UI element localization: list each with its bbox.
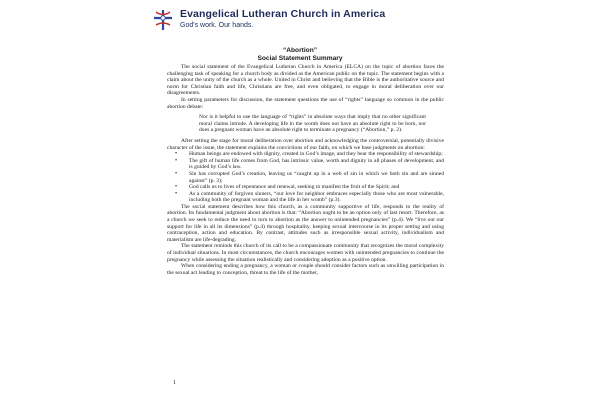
paragraph-intro: The social statement of the Evangelical Lutheran Church in America (ELCA) on the topic of abortion faces the challenging task of speaking for a church body as divided as the American public on the topic. The statement begins with a claim about the unity of the church as a whole. United in Christ and believing that the Bible is the authoritative source and norm for Christian faith and life, Christians are free, and even obligated, to engage in moral deliberation over our disagreements.: [167, 64, 444, 97]
list-item: • As a community of forgiven sinners, “our love for neighbor embraces especially those who are most vulnerable, including both the pregnant woman and the life in her womb” (p.3).: [185, 191, 444, 204]
list-item: • God calls us to lives of repentance and renewal, seeking to manifest the fruit of the Spirit; and: [185, 184, 444, 191]
paragraph-rights-language: In setting parameters for discussion, the statement questions the use of “rights” language so common in the public abortion debate:: [167, 96, 444, 110]
title-line-2: Social Statement Summary: [257, 55, 343, 62]
document-title: [0, 47, 600, 63]
list-item: • Human beings are endowed with dignity, created in God’s image, and they bear the responsibility of stewardship;: [185, 151, 444, 158]
document-body: [167, 64, 444, 276]
list-item: • Sin has corrupted God’s creation, leaving us “caught up in a web of sin in which we both sin and are sinned against” (p. 3);: [185, 171, 444, 184]
elca-header: [152, 8, 385, 31]
paragraph-community-response: The social statement describes how this church, as a community supportive of life, responds to the reality of abortion. Its fundamental judgment about abortion is that: “Abortion ought to be an option only of last resort. Therefore, as a church we seek to reduce the need to turn to abortion as the answer to unintended pregnancies” (p.4). We “live out our support for life in all its dimensions” (p.4) through hospitality, keeping sexual intercourse in its proper setting and using contraception, action and education. By contrast, attitudes such as irresponsible sexual activity, individualism and materialism are life-degrading.: [167, 203, 444, 243]
paragraph-considering-ending: When considering ending a pregnancy, a woman or couple should consider factors such as unwilling participation in the sexual act leading to conception, threat to the life of the mother,: [167, 263, 444, 276]
elca-cross-logo-icon: [152, 9, 174, 31]
organization-name: Evangelical Lutheran Church in America: [180, 8, 386, 20]
convictions-list: [167, 151, 444, 204]
list-item: • The gift of human life comes from God, has intrinsic value, worth and dignity in all phases of development, and is guided by God’s law.: [185, 158, 444, 171]
paragraph-compassionate-community: The statement reminds this church of its call to be a compassionate community that recognizes the moral complexity of individual situations. In most circumstances, the church encourages women with unintended pregnancies to continue the pregnancy while assessing the situation realistically and considering adoption as a positive option.: [167, 243, 444, 263]
title-line-1: “Abortion”: [282, 47, 318, 54]
page-number: 1: [173, 380, 176, 386]
organization-tagline: God's work. Our hands.: [180, 22, 254, 29]
block-quote: Nor is it helpful to use the language of “rights” in absolute ways that imply that no other significant moral claims intrude. A developing life in the womb does not have an absolute right to be born, nor does a pregnant woman have an absolute right to terminate a pregnancy (“Abortion,” p. 2).: [199, 114, 426, 134]
paragraph-convictions: After setting the stage for moral deliberation over abortion and acknowledging the controversial, potentially divisive character of the issue, the statement explains the convictions of our faith, on which we base judgments on abortion:: [167, 137, 444, 151]
